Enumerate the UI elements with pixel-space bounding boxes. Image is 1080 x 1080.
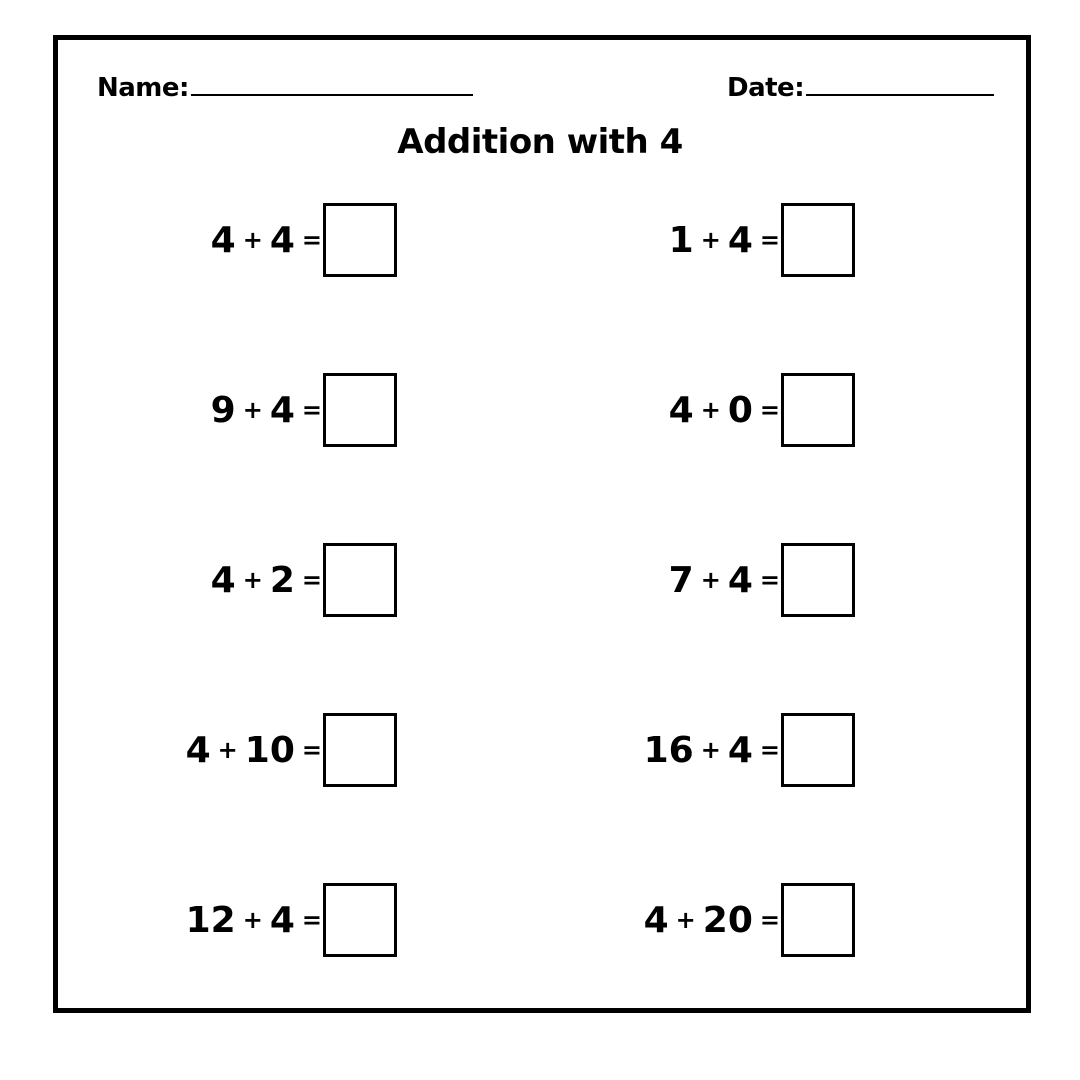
answer-box[interactable] [323, 543, 397, 617]
addend-a: 4 [185, 729, 211, 771]
equals-sign: = [759, 226, 780, 254]
plus-sign: + [700, 736, 721, 764]
problem-9 [160, 884, 397, 956]
problem-5 [160, 544, 397, 616]
problem-expression [160, 560, 323, 601]
addend-b: 4 [727, 559, 753, 601]
addend-b: 4 [269, 389, 295, 431]
equals-sign: = [301, 396, 322, 424]
equals-sign: = [759, 736, 780, 764]
name-label: Name: [97, 73, 189, 103]
date-label: Date: [727, 73, 805, 103]
problem-expression [618, 560, 781, 601]
addend-b: 2 [269, 559, 295, 601]
name-blank-line[interactable] [191, 72, 473, 96]
addend-b: 4 [727, 729, 753, 771]
answer-box[interactable] [781, 203, 855, 277]
addend-b: 0 [727, 389, 753, 431]
answer-box[interactable] [781, 713, 855, 787]
problem-7 [160, 714, 397, 786]
addend-b: 10 [244, 729, 295, 771]
problem-expression [160, 220, 323, 261]
addend-a: 7 [668, 559, 694, 601]
addend-b: 4 [269, 899, 295, 941]
addend-a: 4 [210, 219, 236, 261]
addend-a: 12 [185, 899, 236, 941]
worksheet-title: Addition with 4 [397, 122, 683, 162]
addend-a: 1 [668, 219, 694, 261]
date-blank-line[interactable] [806, 72, 994, 96]
plus-sign: + [700, 566, 721, 594]
problem-6 [618, 544, 855, 616]
answer-box[interactable] [781, 883, 855, 957]
plus-sign: + [675, 906, 696, 934]
problem-3 [160, 374, 397, 446]
equals-sign: = [301, 736, 322, 764]
problem-expression [618, 900, 781, 941]
problem-expression [618, 220, 781, 261]
equals-sign: = [759, 906, 780, 934]
addend-a: 4 [668, 389, 694, 431]
equals-sign: = [759, 566, 780, 594]
answer-box[interactable] [323, 713, 397, 787]
plus-sign: + [242, 906, 263, 934]
plus-sign: + [700, 396, 721, 424]
addend-b: 4 [269, 219, 295, 261]
problem-expression [618, 390, 781, 431]
problem-8 [618, 714, 855, 786]
equals-sign: = [301, 906, 322, 934]
answer-box[interactable] [323, 373, 397, 447]
answer-box[interactable] [781, 543, 855, 617]
addend-a: 9 [210, 389, 236, 431]
problem-expression [160, 390, 323, 431]
addend-a: 4 [210, 559, 236, 601]
date-field[interactable] [727, 72, 994, 103]
problem-4 [618, 374, 855, 446]
name-field[interactable] [97, 72, 473, 103]
problem-2 [618, 204, 855, 276]
plus-sign: + [242, 566, 263, 594]
equals-sign: = [759, 396, 780, 424]
equals-sign: = [301, 566, 322, 594]
problem-expression [160, 900, 323, 941]
addend-b: 4 [727, 219, 753, 261]
plus-sign: + [242, 226, 263, 254]
answer-box[interactable] [781, 373, 855, 447]
addend-b: 20 [702, 899, 753, 941]
plus-sign: + [242, 396, 263, 424]
problem-expression [618, 730, 781, 771]
plus-sign: + [217, 736, 238, 764]
problem-1 [160, 204, 397, 276]
answer-box[interactable] [323, 883, 397, 957]
addend-a: 4 [643, 899, 669, 941]
addend-a: 16 [643, 729, 694, 771]
plus-sign: + [700, 226, 721, 254]
problem-expression [160, 730, 323, 771]
worksheet-border [53, 35, 1031, 1013]
equals-sign: = [301, 226, 322, 254]
problem-10 [618, 884, 855, 956]
answer-box[interactable] [323, 203, 397, 277]
